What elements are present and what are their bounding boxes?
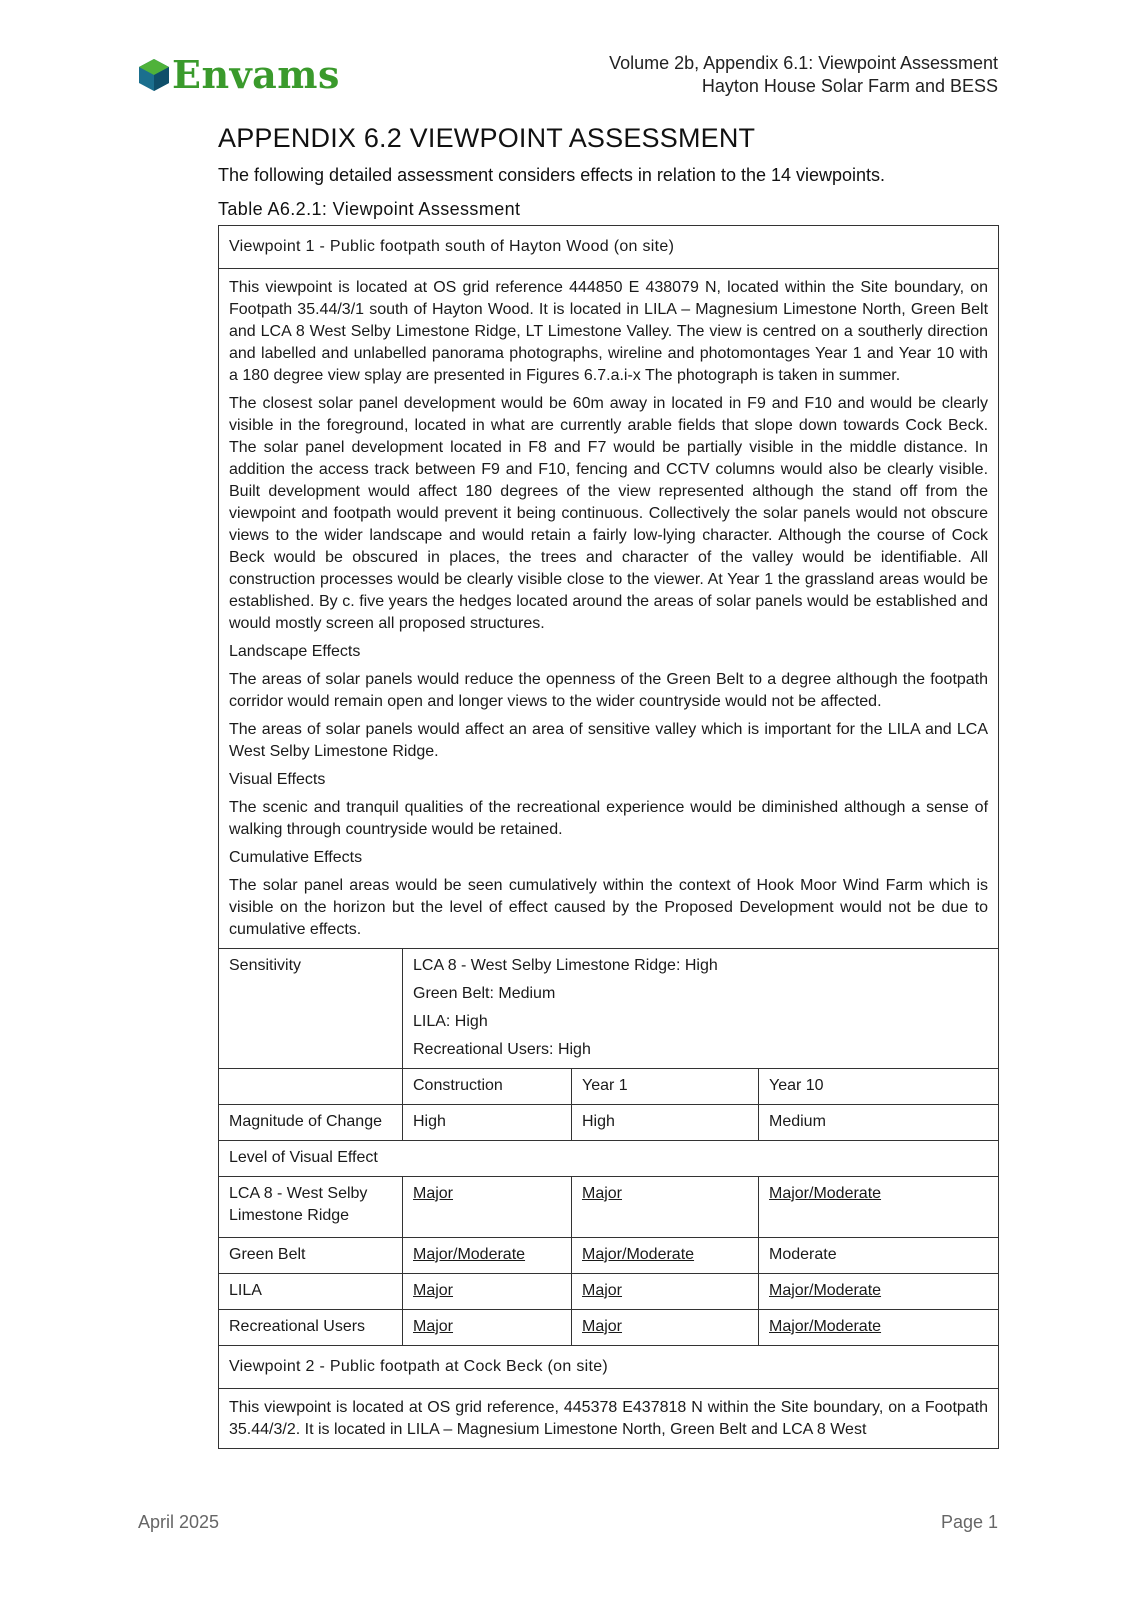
- effect-label: LILA: [219, 1274, 403, 1310]
- magnitude-row: [219, 1105, 999, 1141]
- effect-row-greenbelt: [219, 1238, 999, 1274]
- effect-year10: Major/Moderate: [759, 1310, 999, 1346]
- subheading-landscape-effects: Landscape Effects: [229, 643, 361, 660]
- envams-logo: [138, 52, 340, 97]
- magnitude-label: Magnitude of Change: [219, 1105, 403, 1141]
- effect-year1: Major: [572, 1177, 759, 1238]
- effect-construction: Major/Moderate: [403, 1238, 572, 1274]
- sensitivity-label: Sensitivity: [219, 949, 403, 1069]
- sensitivity-values: [403, 949, 999, 1069]
- intro-text: The following detailed assessment considers effects in relation to the 14 viewpoints.: [218, 165, 886, 185]
- viewpoint2-heading: Viewpoint 2 - Public footpath at Cock Beck (on site): [219, 1346, 999, 1389]
- effect-year1: Major: [572, 1274, 759, 1310]
- effect-row-lca: [219, 1177, 999, 1238]
- viewpoint1-description-row: [219, 269, 999, 949]
- sensitivity-item: LCA 8 - West Selby Limestone Ridge: High: [413, 957, 718, 974]
- sensitivity-item: LILA: High: [413, 1013, 488, 1030]
- viewpoint2-heading-row: [219, 1346, 999, 1389]
- col-header-year10: Year 10: [759, 1069, 999, 1105]
- page-title: APPENDIX 6.2 VIEWPOINT ASSESSMENT: [218, 123, 756, 153]
- effect-label: LCA 8 - West Selby Limestone Ridge: [219, 1177, 403, 1238]
- paragraph: The areas of solar panels would reduce the openness of the Green Belt to a degree although the footpath corridor would remain open and longer views to the wider countryside would not be affected.: [229, 671, 989, 710]
- viewpoint2-description-row: [219, 1389, 999, 1449]
- effect-label: Green Belt: [219, 1238, 403, 1274]
- level-of-effect-row: [219, 1141, 999, 1177]
- table-caption: Table A6.2.1: Viewpoint Assessment: [218, 199, 521, 219]
- paragraph: The areas of solar panels would affect an area of sensitive valley which is important for the LILA and LCA West Selby Limestone Ridge.: [229, 721, 989, 760]
- effect-year10: Major/Moderate: [759, 1177, 999, 1238]
- col-header-year1: Year 1: [572, 1069, 759, 1105]
- effect-label: Recreational Users: [219, 1310, 403, 1346]
- logo-text: Envams: [172, 52, 340, 97]
- magnitude-year1: High: [572, 1105, 759, 1141]
- empty-cell: [219, 1069, 403, 1105]
- paragraph: This viewpoint is located at OS grid reference, 445378 E437818 N within the Site boundary, on a Footpath 35.44/3/2. It is located in LILA – Magnesium Limestone North, Green Belt and LCA 8 West: [229, 1399, 989, 1438]
- viewpoint1-heading-row: [219, 226, 999, 269]
- effect-year10: Major/Moderate: [759, 1274, 999, 1310]
- doc-title-line1: Volume 2b, Appendix 6.1: Viewpoint Assessment: [609, 53, 998, 73]
- subheading-cumulative-effects: Cumulative Effects: [229, 849, 363, 866]
- paragraph: The closest solar panel development would be 60m away in located in F9 and F10 and would be clearly visible in the foreground, located in what are currently arable fields that slope down towards Cock Beck. The solar panel development located in F8 and F7 would be partially visible in the middle distance. In addition the access track between F9 and F10, fencing and CCTV columns would also be clearly visible. Built development would affect 180 degrees of the view represented although the stand off from the viewpoint and footpath would prevent it being continuous. Collectively the solar panels would not obscure views to the wider landscape and would retain a fairly low-lying character. Although the course of Cock Beck would be obscured in places, the trees and character of the valley would be identifiable. All construction processes would be clearly visible close to the viewer. At Year 1 the grassland areas would be established. By c. five years the hedges located around the areas of solar panels would be established and would mostly screen all proposed structures.: [229, 395, 989, 632]
- column-header-row: [219, 1069, 999, 1105]
- footer-page-number: Page 1: [940, 1512, 998, 1532]
- magnitude-construction: High: [403, 1105, 572, 1141]
- document-header: [609, 52, 998, 98]
- subheading-visual-effects: Visual Effects: [229, 771, 326, 788]
- viewpoint1-heading: Viewpoint 1 - Public footpath south of Hayton Wood (on site): [219, 226, 999, 269]
- viewpoint1-description: [219, 269, 999, 949]
- envams-hexagon-icon: [138, 58, 170, 92]
- sensitivity-item: Green Belt: Medium: [413, 985, 556, 1002]
- paragraph: The solar panel areas would be seen cumulatively within the context of Hook Moor Wind Farm which is visible on the horizon but the level of effect caused by the Proposed Development would not be due to cumulative effects.: [229, 877, 989, 938]
- viewpoint-assessment-table: [218, 225, 999, 1449]
- effect-row-lila: [219, 1274, 999, 1310]
- effect-year10: Moderate: [759, 1238, 999, 1274]
- effect-row-recreational: [219, 1310, 999, 1346]
- sensitivity-item: Recreational Users: High: [413, 1041, 591, 1058]
- effect-construction: Major: [403, 1310, 572, 1346]
- paragraph: The scenic and tranquil qualities of the recreational experience would be diminished although a sense of walking through countryside would be retained.: [229, 799, 989, 838]
- viewpoint2-description: [219, 1389, 999, 1449]
- effect-year1: Major/Moderate: [572, 1238, 759, 1274]
- magnitude-year10: Medium: [759, 1105, 999, 1141]
- doc-title-line2: Hayton House Solar Farm and BESS: [701, 76, 998, 96]
- footer-date: April 2025: [138, 1512, 220, 1532]
- effect-construction: Major: [403, 1177, 572, 1238]
- sensitivity-row: [219, 949, 999, 1069]
- effect-construction: Major: [403, 1274, 572, 1310]
- paragraph: This viewpoint is located at OS grid reference 444850 E 438079 N, located within the Site boundary, on Footpath 35.44/3/1 south of Hayton Wood. It is located in LILA – Magnesium Limestone North, Green Belt and LCA 8 West Selby Limestone Ridge, LT Limestone Valley. The view is centred on a southerly direction and labelled and unlabelled panorama photographs, wireline and photomontages Year 1 and Year 10 with a 180 degree view splay are presented in Figures 6.7.a.i-x The photograph is taken in summer.: [229, 279, 989, 384]
- level-of-effect-label: Level of Visual Effect: [219, 1141, 999, 1177]
- col-header-construction: Construction: [403, 1069, 572, 1105]
- effect-year1: Major: [572, 1310, 759, 1346]
